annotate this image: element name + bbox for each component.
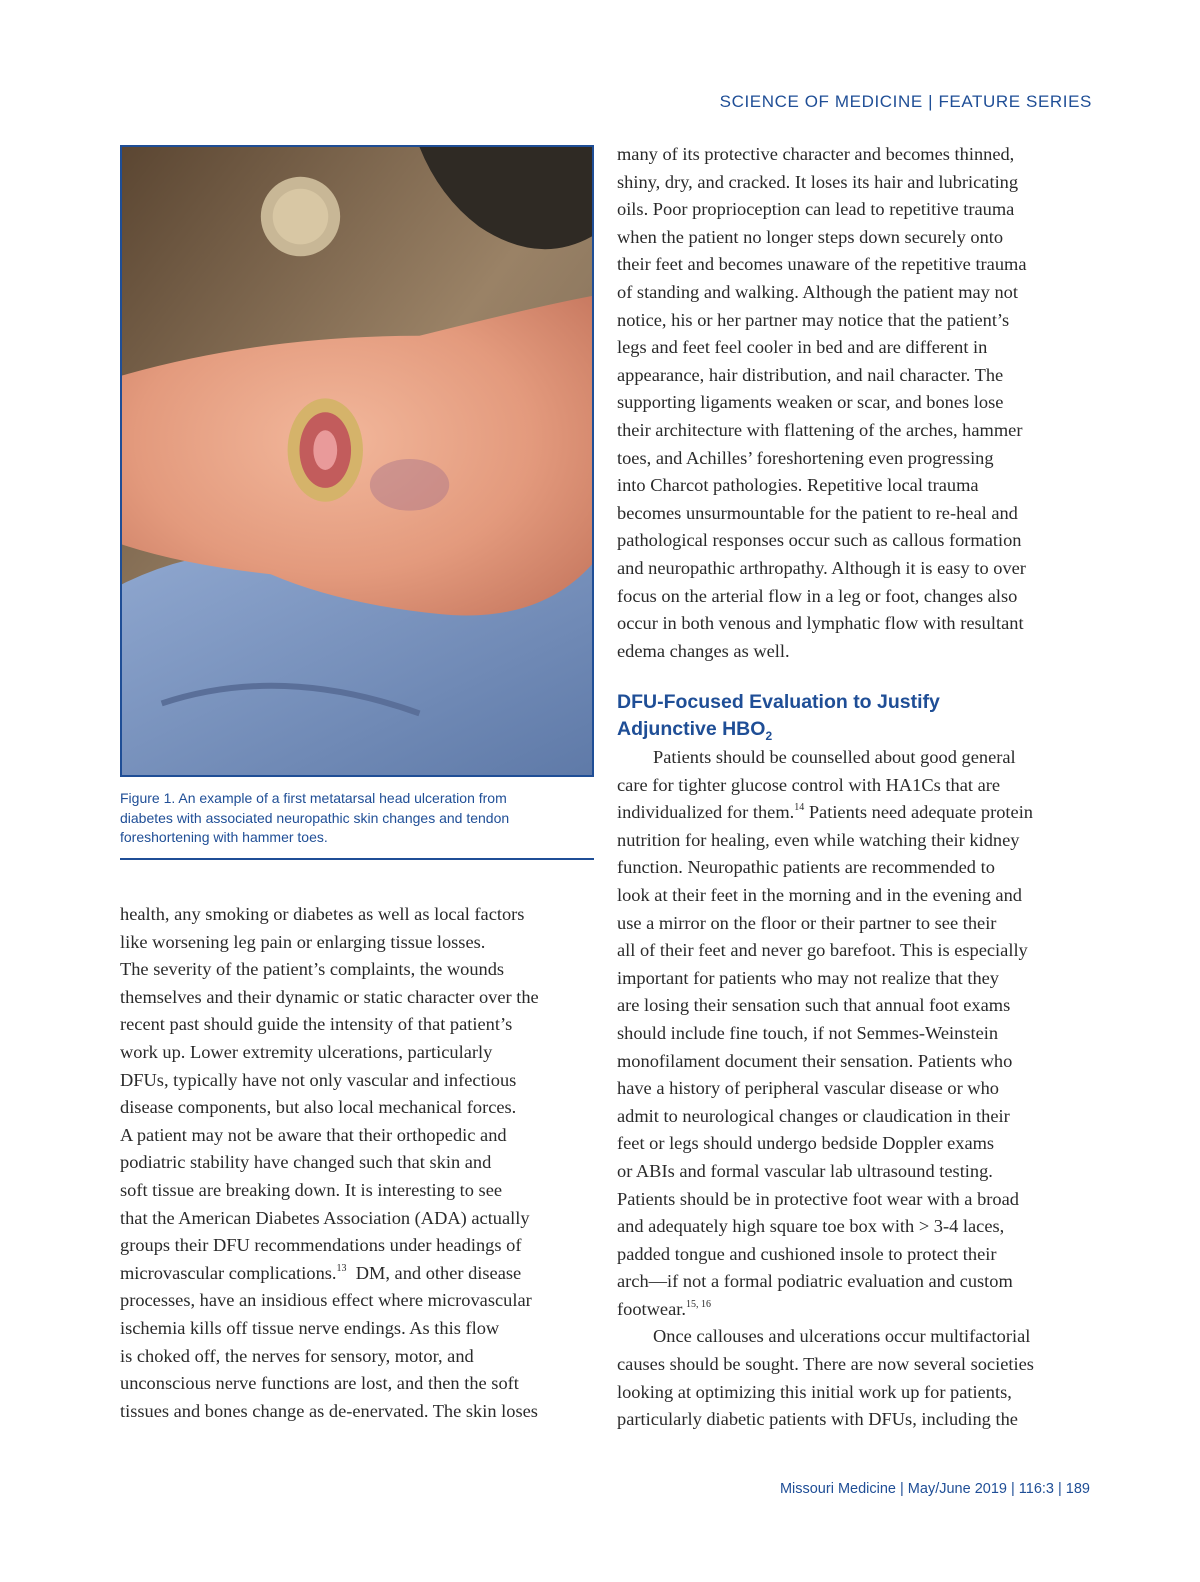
heading-line-hbo2 [617,716,1097,743]
text-line: their feet and becomes unaware of the repetitive trauma [617,254,1027,275]
text-line: looking at optimizing this initial work up for patients, [617,1381,1012,1402]
figure-caption [120,789,594,848]
text-line: supporting ligaments weaken or scar, and bones lose [617,392,1004,413]
text-line: soft tissue are breaking down. It is interesting to see [120,1179,503,1200]
text-line: appearance, hair distribution, and nail character. The [617,364,1004,385]
text-line: is choked off, the nerves for sensory, motor, and [120,1345,474,1366]
text-line: pathological responses occur such as callous formation [617,530,1022,551]
text-line: important for patients who may not realize that they [617,967,1000,988]
text-line: feet or legs should undergo bedside Doppler exams [617,1133,995,1154]
page-footer: Missouri Medicine | May/June 2019 | 116:3 | 189 [779,1481,1090,1497]
text-line: unconscious nerve functions are lost, and then the soft [120,1373,519,1394]
text-line: recent past should guide the intensity of that patient’s [120,1014,513,1035]
foot-ulcer-image [122,147,592,775]
text-line: their architecture with flattening of the arches, hammer [617,419,1023,440]
text-line: The severity of the patient’s complaints, the wounds [120,959,505,980]
reference-14: 14 [794,802,805,814]
text-line: becomes unsurmountable for the patient to re-heal and [617,502,1018,523]
caption-divider [120,858,594,860]
heading-line: DFU-Focused Evaluation to Justify [617,691,940,713]
paragraph-first-line: Patients should be counselled about good general [653,747,1016,767]
text-line: tissues and bones change as de-enervated. The skin loses [120,1400,538,1421]
text-line: podiatric stability have changed such that skin and [120,1152,492,1173]
text-line: DFUs, typically have not only vascular and infectious [120,1069,517,1090]
text-line: legs and feet feel cooler in bed and are different in [617,337,988,358]
text-line: that the American Diabetes Association (ADA) actually [120,1207,530,1228]
figure-photo [120,145,594,777]
caption-line: Figure 1. An example of a first metatarsal head ulceration from [120,790,507,806]
text-line: should include fine touch, if not Semmes-Weinstein [617,1022,999,1043]
heading-text: Adjunctive HBO [617,718,766,740]
text-fragment: individualized for them. [617,802,795,823]
text-line: use a mirror on the floor or their partner to see their [617,912,997,933]
text-line: function. Neuropathic patients are recommended to [617,857,995,878]
text-line: Patients should be in protective foot wear with a broad [617,1188,1019,1209]
text-line: and adequately high square toe box with > 3-4 laces, [617,1216,1005,1237]
text-line: padded tongue and cushioned insole to protect their [617,1243,997,1264]
text-line-with-ref [120,1260,598,1288]
text-line: shiny, dry, and cracked. It loses its hair and lubricating [617,171,1019,192]
text-fragment: DM, and other disease [346,1262,522,1283]
text-line: arch—if not a formal podiatric evaluation and custom [617,1271,1013,1292]
text-line: focus on the arterial flow in a leg or foot, changes also [617,585,1018,606]
text-line: causes should be sought. There are now several societies [617,1354,1034,1375]
text-line: look at their feet in the morning and in the evening and [617,884,1022,905]
text-line: particularly diabetic patients with DFUs, including the [617,1409,1018,1430]
text-line: nutrition for healing, even while watching their kidney [617,829,1020,850]
text-line: notice, his or her partner may notice that the patient’s [617,309,1010,330]
text-line: ischemia kills off tissue nerve endings. As this flow [120,1317,500,1338]
caption-line: foreshortening with hammer toes. [120,829,328,845]
right-column-text-bottom [617,744,1097,1434]
text-line: have a history of peripheral vascular disease or who [617,1078,999,1099]
right-column-text-top [617,141,1097,665]
text-line: health, any smoking or diabetes as well as local factors [120,904,525,924]
text-fragment: microvascular complications. [120,1262,337,1283]
text-line: groups their DFU recommendations under headings of [120,1235,522,1256]
text-line: toes, and Achilles’ foreshortening even progressing [617,447,994,468]
text-line: into Charcot pathologies. Repetitive local trauma [617,475,979,496]
text-line-with-ref [617,1296,1097,1324]
text-line: are losing their sensation such that annual foot exams [617,995,1011,1016]
text-line: A patient may not be aware that their orthopedic and [120,1124,507,1145]
text-line: occur in both venous and lymphatic flow with resultant [617,613,1024,634]
text-line: care for tighter glucose control with HA1Cs that are [617,774,1001,795]
text-line: themselves and their dynamic or static character over the [120,986,539,1007]
paragraph-first-line: Once callouses and ulcerations occur multifactorial [653,1326,1031,1347]
reference-13: 13 [336,1262,347,1274]
text-line: when the patient no longer steps down securely onto [617,226,1004,247]
text-line-with-ref [617,799,1097,827]
text-line: edema changes as well. [617,640,790,661]
text-line: or ABIs and formal vascular lab ultrasound testing. [617,1160,993,1181]
text-line: admit to neurological changes or claudication in their [617,1105,1010,1126]
text-line: disease components, but also local mechanical forces. [120,1097,517,1118]
text-line: all of their feet and never go barefoot. This is especially [617,940,1028,961]
text-line: oils. Poor proprioception can lead to repetitive trauma [617,199,1015,220]
text-fragment: footwear. [617,1298,686,1319]
series-header: SCIENCE OF MEDICINE | FEATURE SERIES [719,92,1092,111]
text-line: of standing and walking. Although the patient may not [617,281,1018,302]
text-line: monofilament document their sensation. Patients who [617,1050,1013,1071]
left-column-text [120,901,598,1425]
text-line: processes, have an insidious effect where microvascular [120,1290,532,1311]
caption-line: diabetes with associated neuropathic skin changes and tendon [120,809,510,826]
text-fragment: Patients need adequate protein [804,802,1033,823]
text-line: work up. Lower extremity ulcerations, particularly [120,1041,493,1062]
section-heading [617,689,1097,743]
subscript-2: 2 [765,729,773,743]
text-line: and neuropathic arthropathy. Although it is easy to over [617,557,1026,578]
text-line: many of its protective character and becomes thinned, [617,144,1015,164]
reference-15-16: 15, 16 [685,1298,711,1310]
text-line: like worsening leg pain or enlarging tissue losses. [120,931,486,952]
